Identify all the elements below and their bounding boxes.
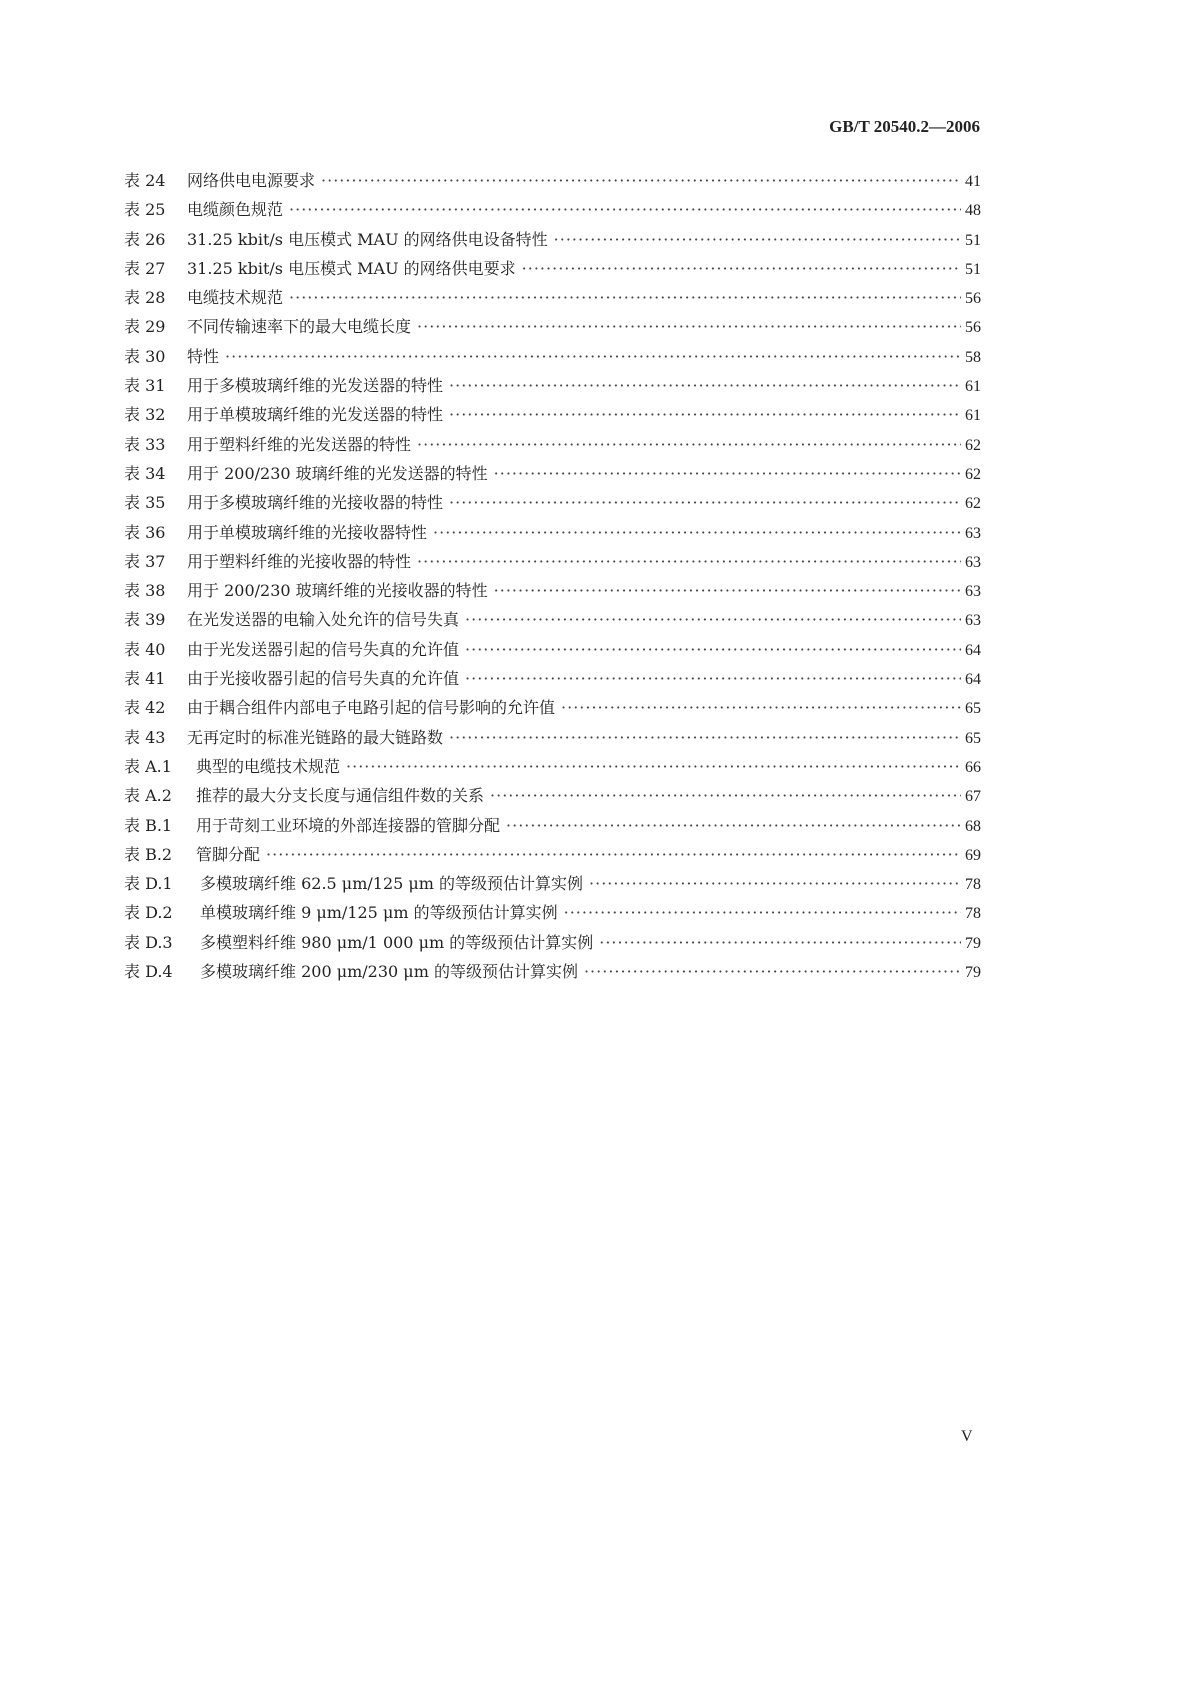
toc-entry-title: 由于耦合组件内部电子电路引起的信号影响的允许值 <box>187 698 556 718</box>
toc-entry-number: 表 30 <box>124 346 166 366</box>
leader-dots <box>417 317 961 336</box>
leader-dots <box>522 259 961 278</box>
toc-entry-page: 65 <box>965 729 981 747</box>
toc-entry-title: 31.25 kbit/s 电压模式 MAU 的网络供电要求 <box>187 258 516 278</box>
toc-entry[interactable] <box>124 695 981 724</box>
leader-dots <box>494 464 961 483</box>
leader-dots <box>465 669 961 688</box>
leader-dots <box>584 962 961 981</box>
toc-entry-number: 表 34 <box>124 463 166 483</box>
toc-entry-page: 61 <box>965 407 981 425</box>
toc-entry-number: 表 D.4 <box>124 962 173 982</box>
toc-entry-number: 表 26 <box>124 229 166 249</box>
toc-entry-page: 56 <box>965 290 981 308</box>
toc-entry-page: 78 <box>965 876 981 894</box>
toc-entry[interactable] <box>124 725 981 754</box>
toc-entry-number: 表 41 <box>124 669 166 689</box>
toc-entry-number: 表 31 <box>124 376 166 396</box>
toc-entry-number: 表 40 <box>124 639 166 659</box>
toc-entry-title: 典型的电缆技术规范 <box>196 756 341 776</box>
toc-entry-number: 表 29 <box>124 317 166 337</box>
toc-entry-title: 无再定时的标准光链路的最大链路数 <box>187 727 444 747</box>
toc-entry-title: 由于光接收器引起的信号失真的允许值 <box>187 669 460 689</box>
toc-entry-title: 多模玻璃纤维 62.5 μm/125 μm 的等级预估计算实例 <box>200 874 584 894</box>
toc-entry-page: 51 <box>965 260 981 278</box>
toc-entry[interactable] <box>124 900 981 929</box>
page-number: V <box>961 1428 973 1445</box>
toc-entry-number: 表 33 <box>124 434 166 454</box>
toc-entry[interactable] <box>124 314 981 343</box>
leader-dots <box>321 171 961 190</box>
toc-entry[interactable] <box>124 813 981 842</box>
toc-entry-title: 由于光发送器引起的信号失真的允许值 <box>187 639 460 659</box>
standard-number-header: GB/T 20540.2—2006 <box>829 117 980 136</box>
toc-entry-number: 表 35 <box>124 493 166 513</box>
toc-entry-number: 表 A.2 <box>124 786 172 806</box>
leader-dots <box>554 230 961 249</box>
toc-entry-page: 68 <box>965 817 981 835</box>
toc-entry[interactable] <box>124 959 981 988</box>
toc-entry[interactable] <box>124 754 981 783</box>
toc-entry-page: 65 <box>965 700 981 718</box>
toc-entry[interactable] <box>124 490 981 519</box>
toc-entry-title: 用于塑料纤维的光发送器的特性 <box>187 434 412 454</box>
leader-dots <box>599 933 961 952</box>
toc-entry-title: 用于单模玻璃纤维的光接收器特性 <box>187 522 428 542</box>
toc-entry[interactable] <box>124 637 981 666</box>
leader-dots <box>561 698 961 717</box>
toc-entry-page: 61 <box>965 378 981 396</box>
toc-entry-number: 表 D.3 <box>124 932 173 952</box>
toc-entry-title: 用于单模玻璃纤维的光发送器的特性 <box>187 405 444 425</box>
toc-entry[interactable] <box>124 871 981 900</box>
toc-entry-page: 64 <box>965 671 981 689</box>
toc-entry-title: 电缆技术规范 <box>187 288 284 308</box>
toc-entry-number: 表 28 <box>124 288 166 308</box>
toc-entry-page: 56 <box>965 319 981 337</box>
toc-entry-number: 表 A.1 <box>124 756 172 776</box>
toc-entry[interactable] <box>124 461 981 490</box>
toc-entry-title: 多模玻璃纤维 200 μm/230 μm 的等级预估计算实例 <box>200 962 578 982</box>
toc-entry-title: 电缆颜色规范 <box>187 200 284 220</box>
toc-entry-title: 不同传输速率下的最大电缆长度 <box>187 317 412 337</box>
toc-entry[interactable] <box>124 344 981 373</box>
toc-entry-page: 48 <box>965 202 981 220</box>
toc-entry-title: 用于苛刻工业环境的外部连接器的管脚分配 <box>196 815 501 835</box>
leader-dots <box>494 581 961 600</box>
toc-entry[interactable] <box>124 607 981 636</box>
toc-entry-page: 63 <box>965 612 981 630</box>
toc-entry-title: 单模玻璃纤维 9 μm/125 μm 的等级预估计算实例 <box>200 903 558 923</box>
toc-entry-page: 51 <box>965 231 981 249</box>
leader-dots <box>449 376 961 395</box>
toc-entry-title: 管脚分配 <box>196 844 261 864</box>
leader-dots <box>225 347 961 366</box>
leader-dots <box>433 523 961 542</box>
toc-entry-page: 62 <box>965 495 981 513</box>
toc-entry-page: 64 <box>965 641 981 659</box>
toc-entry-number: 表 25 <box>124 200 166 220</box>
leader-dots <box>417 435 961 454</box>
toc-entry[interactable] <box>124 783 981 812</box>
leader-dots <box>289 200 961 219</box>
toc-entry-title: 用于 200/230 玻璃纤维的光发送器的特性 <box>187 463 488 483</box>
toc-entry[interactable] <box>124 402 981 431</box>
toc-entry-page: 62 <box>965 465 981 483</box>
toc-entry-page: 41 <box>965 173 981 190</box>
toc-entry-title: 用于塑料纤维的光接收器的特性 <box>187 551 412 571</box>
toc-entry[interactable] <box>124 549 981 578</box>
leader-dots <box>449 493 961 512</box>
toc-entry-title: 网络供电电源要求 <box>187 171 316 190</box>
toc-entry-page: 63 <box>965 583 981 601</box>
toc-entry-page: 67 <box>965 788 981 806</box>
toc-entry-title: 用于多模玻璃纤维的光接收器的特性 <box>187 493 444 513</box>
toc-entry-number: 表 24 <box>124 171 166 190</box>
toc-entry-number: 表 27 <box>124 258 166 278</box>
leader-dots <box>564 903 961 922</box>
toc-entry-number: 表 B.2 <box>124 844 173 864</box>
toc-entry-page: 79 <box>965 964 981 982</box>
toc-entry[interactable] <box>124 930 981 959</box>
toc-entry-number: 表 32 <box>124 405 166 425</box>
toc-entry-page: 79 <box>965 934 981 952</box>
toc-entry-page: 62 <box>965 436 981 454</box>
toc-entry-page: 78 <box>965 905 981 923</box>
toc-entry-number: 表 42 <box>124 698 166 718</box>
leader-dots <box>589 874 961 893</box>
leader-dots <box>266 845 961 864</box>
leader-dots <box>465 640 961 659</box>
leader-dots <box>449 405 961 424</box>
toc-entry[interactable] <box>124 227 981 256</box>
toc-entry[interactable] <box>124 285 981 314</box>
leader-dots <box>490 786 961 805</box>
toc-entry-number: 表 B.1 <box>124 815 173 835</box>
toc-entry-title: 31.25 kbit/s 电压模式 MAU 的网络供电设备特性 <box>187 229 548 249</box>
leader-dots <box>506 816 961 835</box>
toc-entry-page: 63 <box>965 553 981 571</box>
toc-entry[interactable] <box>124 520 981 549</box>
leader-dots <box>346 757 961 776</box>
toc-entry-title: 特性 <box>187 346 220 366</box>
toc-entry-number: 表 39 <box>124 610 166 630</box>
toc-entry[interactable] <box>124 432 981 461</box>
toc-entry-title: 推荐的最大分支长度与通信组件数的关系 <box>196 786 485 806</box>
leader-dots <box>417 552 961 571</box>
toc-entry[interactable] <box>124 666 981 695</box>
toc-entry-page: 63 <box>965 524 981 542</box>
toc-entry-number: 表 D.2 <box>124 903 173 923</box>
toc-entry[interactable] <box>124 578 981 607</box>
toc-entry[interactable] <box>124 256 981 285</box>
leader-dots <box>289 288 961 307</box>
leader-dots <box>465 610 961 629</box>
toc-entry[interactable] <box>124 197 981 226</box>
toc-entry-title: 用于 200/230 玻璃纤维的光接收器的特性 <box>187 581 488 601</box>
toc-entry-title: 用于多模玻璃纤维的光发送器的特性 <box>187 376 444 396</box>
table-of-contents <box>124 168 981 988</box>
toc-entry[interactable] <box>124 168 981 197</box>
toc-entry-number: 表 38 <box>124 581 166 601</box>
toc-entry-number: 表 43 <box>124 727 166 747</box>
toc-entry[interactable] <box>124 373 981 402</box>
toc-entry[interactable] <box>124 842 981 871</box>
toc-entry-number: 表 37 <box>124 551 166 571</box>
toc-entry-number: 表 D.1 <box>124 874 173 894</box>
toc-entry-page: 58 <box>965 348 981 366</box>
toc-entry-number: 表 36 <box>124 522 166 542</box>
toc-entry-page: 69 <box>965 846 981 864</box>
leader-dots <box>449 728 961 747</box>
toc-entry-title: 多模塑料纤维 980 μm/1 000 μm 的等级预估计算实例 <box>200 932 594 952</box>
toc-entry-title: 在光发送器的电输入处允许的信号失真 <box>187 610 460 630</box>
toc-entry-page: 66 <box>965 758 981 776</box>
